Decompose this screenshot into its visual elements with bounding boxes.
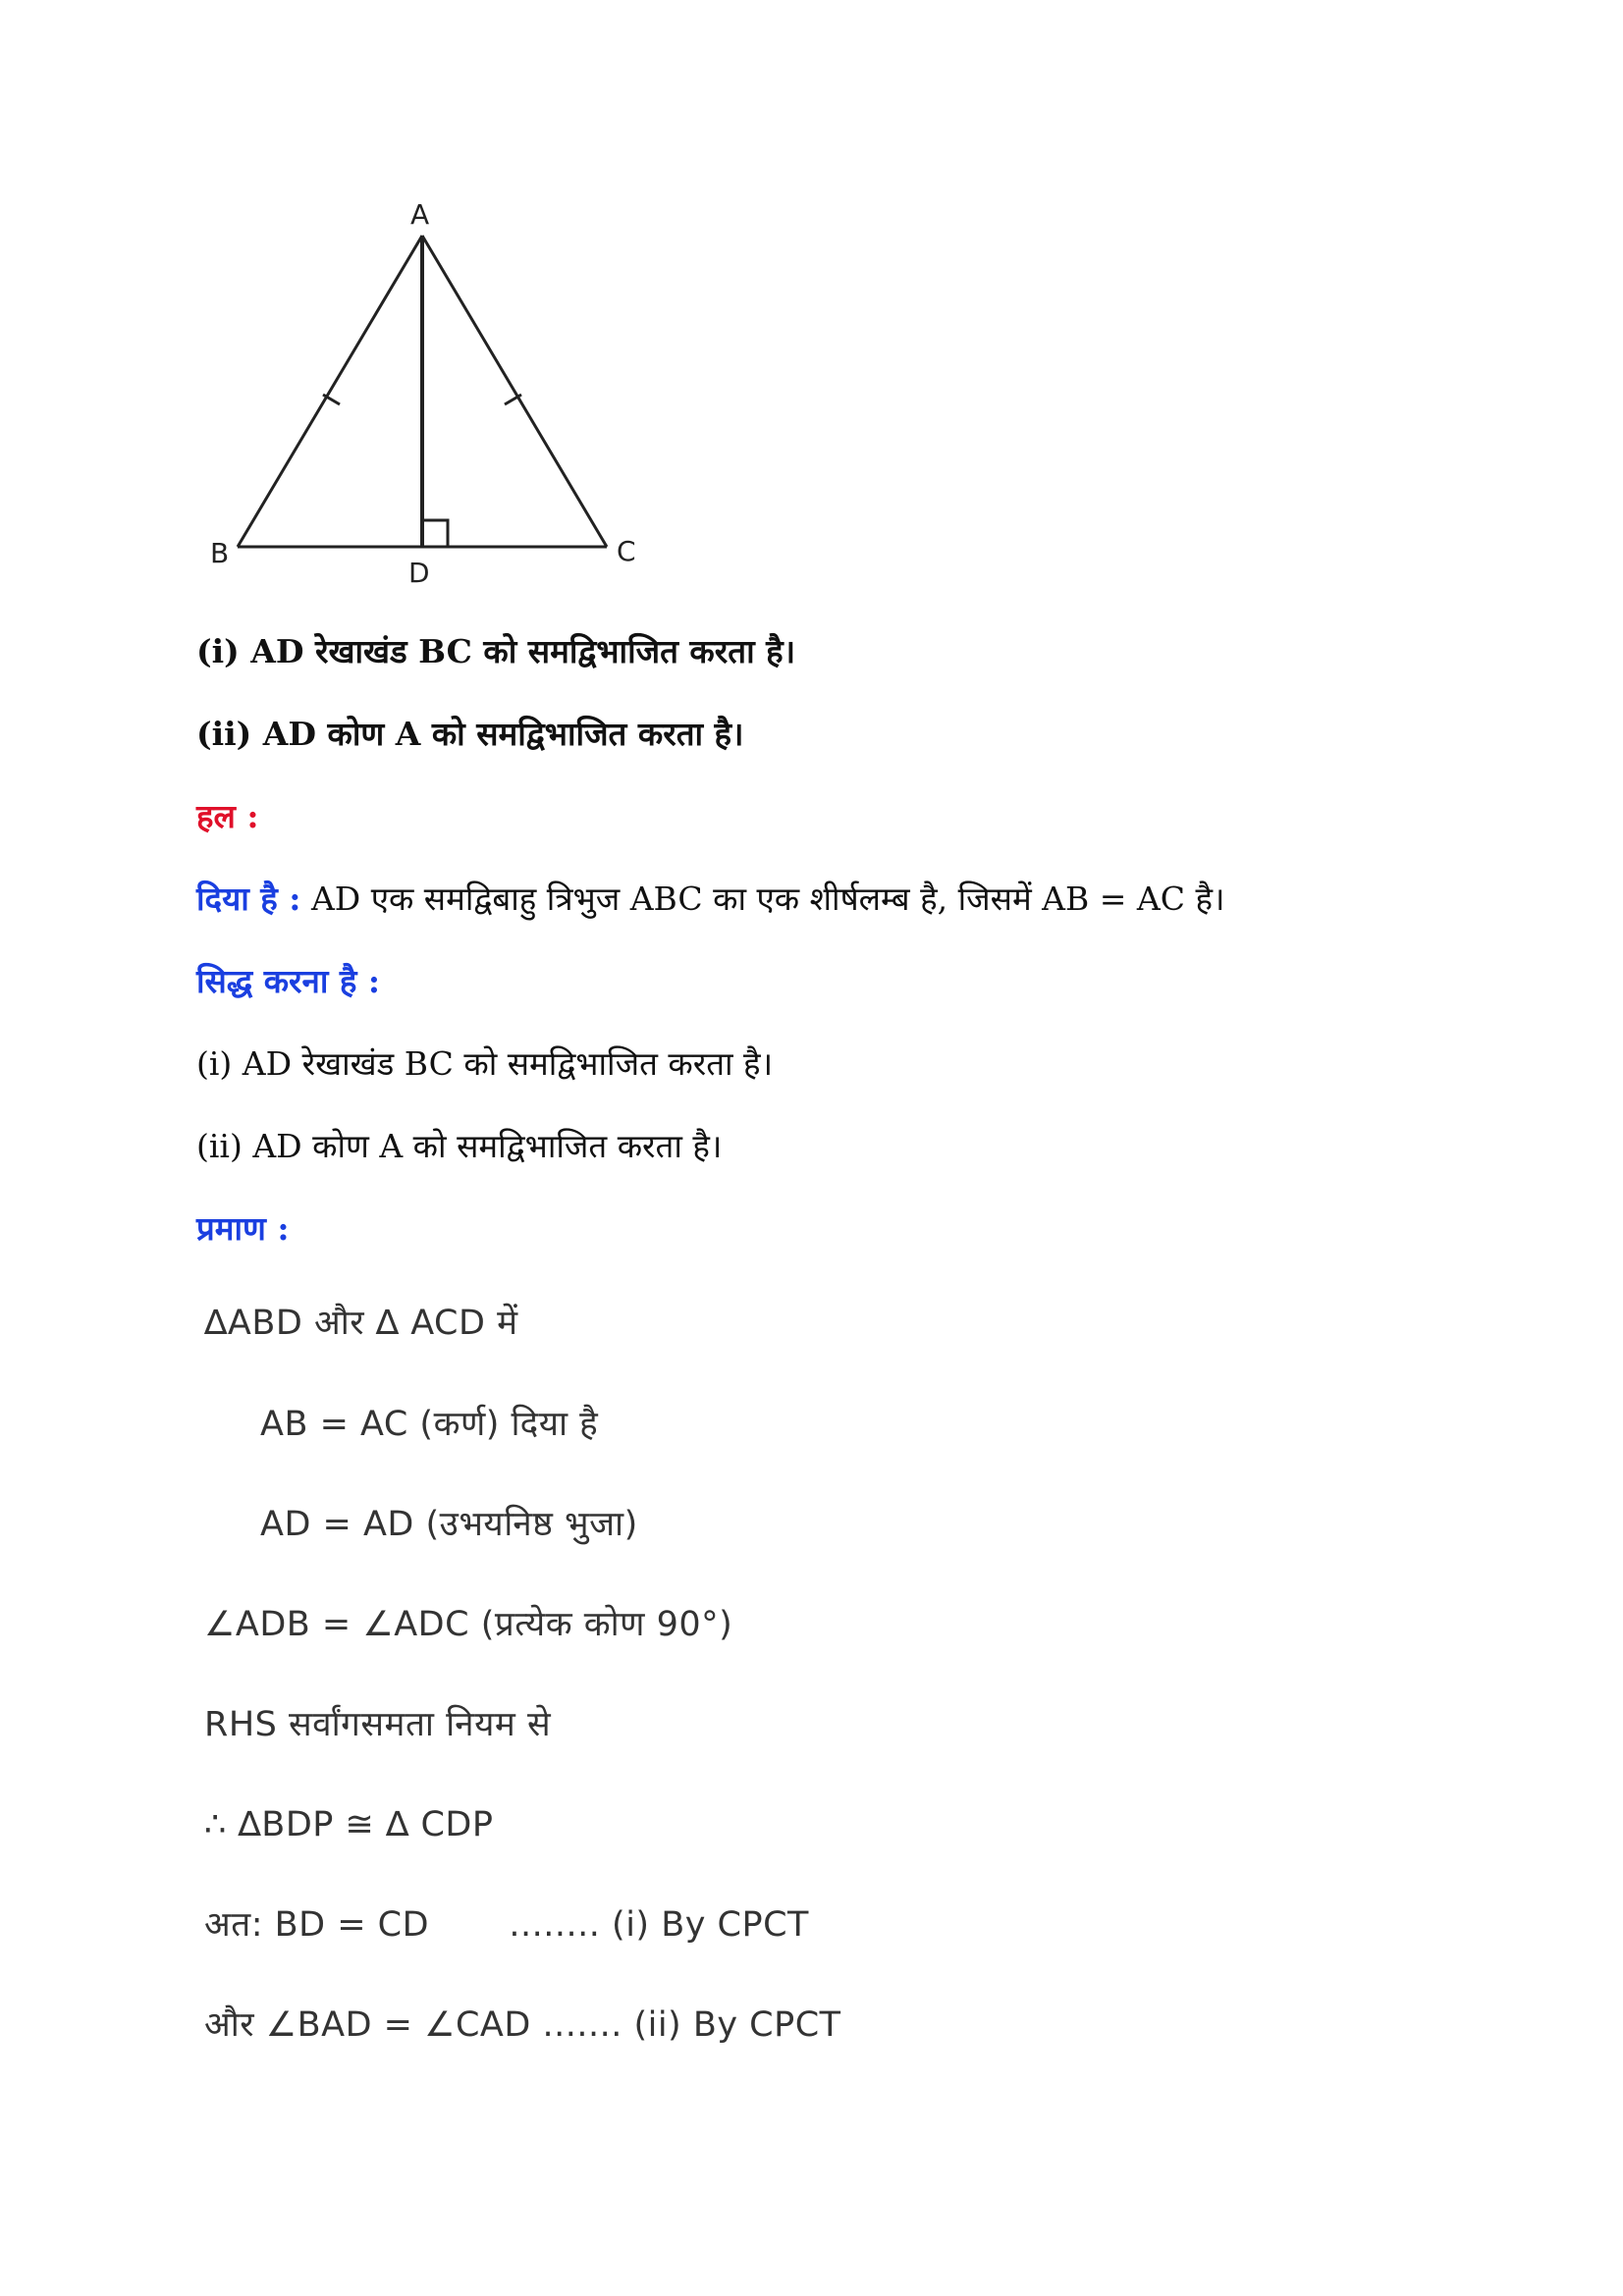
proof-line-6: ∴ ∆BDP ≅ ∆ CDP [204, 1805, 494, 1844]
vertex-label-a: A [410, 198, 430, 231]
side-ac [422, 236, 607, 547]
proof-label: प्रमाण : [196, 1209, 290, 1248]
to-prove-2: (ii) AD कोण A को समद्विभाजित करता है। [196, 1127, 723, 1165]
proof-line-8: और ∠BAD = ∠CAD ....... (ii) By CPCT [204, 2005, 841, 2045]
proof-line-5: RHS सर्वांगसमता नियम से [204, 1705, 552, 1744]
given-label: दिया है : [196, 880, 301, 918]
vertex-label-b: B [210, 537, 230, 569]
isosceles-triangle-figure [196, 187, 658, 599]
question-part-2: (ii) AD कोण A को समद्विभाजित करता है। [196, 715, 744, 753]
right-angle-mark [422, 520, 448, 547]
vertex-label-d: D [408, 557, 430, 589]
proof-line-4: ∠ADB = ∠ADC (प्रत्येक कोण 90°) [204, 1605, 733, 1644]
given-text: AD एक समद्विबाहु त्रिभुज ABC का एक शीर्षलम्ब है, जिसमें AB = AC है। [300, 880, 1225, 918]
proof-line-3: AD = AD (उभयनिष्ठ भुजा) [260, 1505, 638, 1544]
vertex-label-c: C [617, 535, 636, 567]
to-prove-label: सिद्ध करना है : [196, 962, 381, 1000]
proof-line-1: ∆ABD और ∆ ACD में [204, 1304, 518, 1343]
solution-heading: हल : [196, 797, 259, 835]
to-prove-1: (i) AD रेखाखंड BC को समद्विभाजित करता है। [196, 1044, 774, 1083]
side-ab [238, 236, 422, 547]
proof-line-7: अत: BD = CD ........ (i) By CPCT [204, 1905, 809, 1945]
question-part-1: (i) AD रेखाखंड BC को समद्विभाजित करता है। [196, 632, 796, 670]
proof-line-2: AB = AC (कर्ण) दिया है [260, 1405, 599, 1444]
given-line [196, 878, 1224, 921]
